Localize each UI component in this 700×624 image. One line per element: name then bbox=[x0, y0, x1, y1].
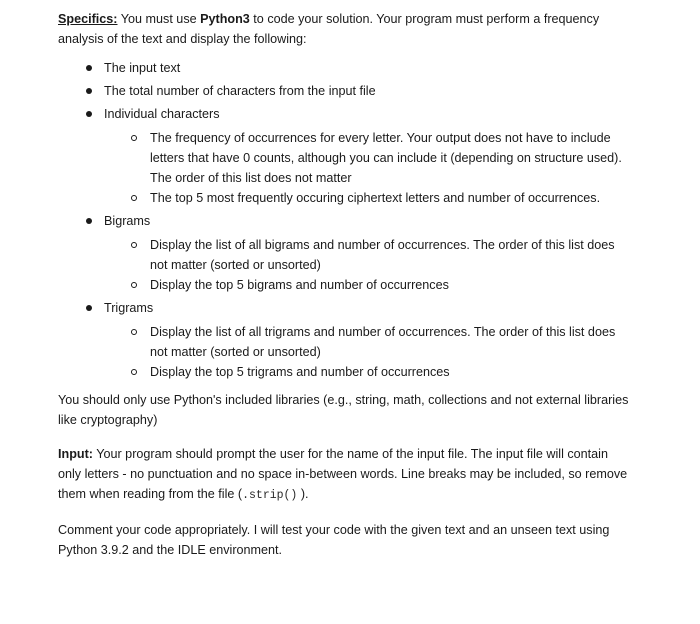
input-label: Input: bbox=[58, 447, 93, 461]
requirement-sublist bbox=[104, 128, 633, 208]
requirement-item bbox=[58, 81, 633, 101]
specifics-text-after: to code your solution. Your program must perform a frequency analysis of the text and display the following: bbox=[58, 12, 600, 46]
filled-bullet-icon bbox=[86, 218, 92, 224]
input-paragraph bbox=[58, 444, 633, 506]
hollow-bullet-icon bbox=[131, 195, 137, 201]
hollow-bullet-icon bbox=[131, 369, 137, 375]
requirement-sublist bbox=[104, 322, 633, 382]
requirement-label: The total number of characters from the input file bbox=[104, 84, 376, 98]
requirement-subitem-text: Display the list of all bigrams and number of occurrences. The order of this list does not matter (sorted or unsorted) bbox=[150, 238, 615, 272]
comment-paragraph: Comment your code appropriately. I will test your code with the given text and an unseen text using Python 3.9.2 and the IDLE environment. bbox=[58, 523, 610, 557]
specifics-paragraph bbox=[58, 9, 633, 49]
specifics-label: Specifics: bbox=[58, 12, 118, 26]
libraries-paragraph: You should only use Python's included libraries (e.g., string, math, collections and not external libraries like cryptography) bbox=[58, 393, 629, 427]
requirement-subitem bbox=[104, 275, 633, 295]
requirement-sublist bbox=[104, 235, 633, 295]
requirement-label: Individual characters bbox=[104, 107, 220, 121]
hollow-bullet-icon bbox=[131, 329, 137, 335]
input-text-end: ). bbox=[297, 487, 309, 501]
requirement-subitem-text: The frequency of occurrences for every letter. Your output does not have to include letters that have 0 counts, although you can include it (depending on structure used). The order of this list does not matter bbox=[150, 131, 622, 185]
requirements-list bbox=[58, 58, 633, 382]
requirement-label: Trigrams bbox=[104, 301, 154, 315]
filled-bullet-icon bbox=[86, 111, 92, 117]
requirement-subitem bbox=[104, 362, 633, 382]
filled-bullet-icon bbox=[86, 65, 92, 71]
requirement-subitem-text: Display the list of all trigrams and number of occurrences. The order of this list does not matter (sorted or unsorted) bbox=[150, 325, 616, 359]
specifics-text-before: You must use bbox=[117, 12, 201, 26]
requirement-item bbox=[58, 211, 633, 295]
requirement-subitem-text: The top 5 most frequently occuring ciphertext letters and number of occurrences. bbox=[150, 191, 601, 205]
requirement-label: The input text bbox=[104, 61, 181, 75]
requirement-label: Bigrams bbox=[104, 214, 151, 228]
hollow-bullet-icon bbox=[131, 135, 137, 141]
requirement-item bbox=[58, 298, 633, 382]
requirement-subitem bbox=[104, 128, 633, 188]
requirement-subitem bbox=[104, 235, 633, 275]
assignment-document bbox=[58, 9, 633, 560]
requirement-subitem bbox=[104, 188, 633, 208]
requirement-item bbox=[58, 58, 633, 78]
requirement-subitem-text: Display the top 5 bigrams and number of occurrences bbox=[150, 278, 449, 292]
requirement-subitem-text: Display the top 5 trigrams and number of occurrences bbox=[150, 365, 450, 379]
requirement-subitem bbox=[104, 322, 633, 362]
python3-term: Python3 bbox=[200, 12, 250, 26]
strip-code: .strip() bbox=[242, 489, 298, 502]
filled-bullet-icon bbox=[86, 88, 92, 94]
input-text: Your program should prompt the user for the name of the input file. The input file will contain only letters - no punctuation and no space in-between words. Line breaks may be included, so remove them when reading from the file ( bbox=[58, 447, 628, 501]
hollow-bullet-icon bbox=[131, 282, 137, 288]
requirement-item bbox=[58, 104, 633, 208]
filled-bullet-icon bbox=[86, 305, 92, 311]
hollow-bullet-icon bbox=[131, 242, 137, 248]
